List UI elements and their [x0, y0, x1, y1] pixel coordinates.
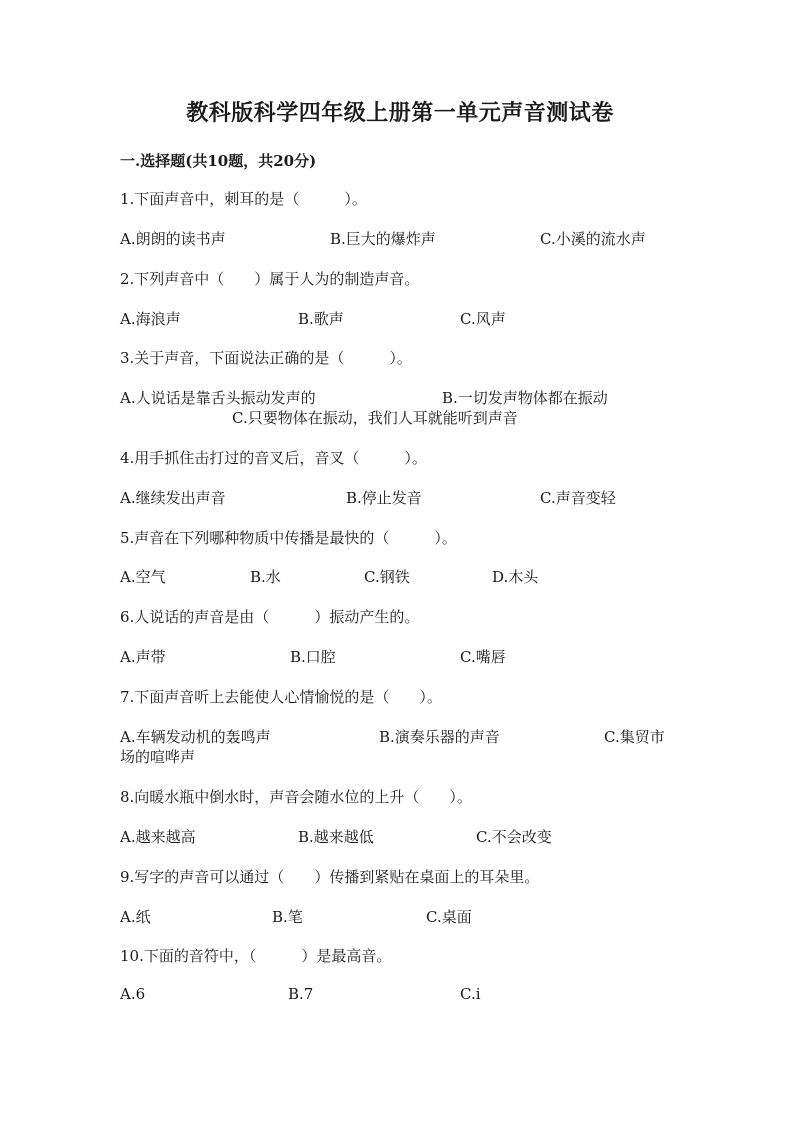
option-c: C.桌面 [426, 908, 472, 926]
question-stem: 3.关于声音，下面说法正确的是（ ）。 [120, 349, 412, 367]
option-c: C.声音变轻 [540, 489, 616, 507]
option-b: B.越来越低 [298, 828, 374, 846]
question-stem: 1.下面声音中，刺耳的是（ ）。 [120, 190, 367, 208]
question-stem: 2.下列声音中（ ）属于人为的制造声音。 [120, 270, 420, 288]
option-c: C.小溪的流水声 [540, 230, 646, 248]
option-b: B.口腔 [290, 648, 336, 666]
option-a: A.继续发出声音 [120, 489, 226, 507]
option-a: A.朗朗的读书声 [120, 230, 226, 248]
option-b: B.笔 [272, 908, 303, 926]
option-a: A.人说话是靠舌头振动发声的 [120, 389, 316, 407]
option-c: C.不会改变 [476, 828, 552, 846]
option-a: A.海浪声 [120, 310, 181, 328]
option-d: D.木头 [492, 568, 539, 586]
question-stem: 5.声音在下列哪种物质中传播是最快的（ ）。 [120, 529, 457, 547]
option-c: C.只要物体在振动，我们人耳就能听到声音 [232, 409, 518, 427]
option-a: A.空气 [120, 568, 166, 586]
option-b: B.7 [288, 985, 314, 1003]
question-stem: 6.人说话的声音是由（ ）振动产生的。 [120, 608, 420, 626]
option-a: A.6 [120, 985, 146, 1003]
option-a: A.越来越高 [120, 828, 196, 846]
question-stem: 9.写字的声音可以通过（ ）传播到紧贴在桌面上的耳朵里。 [120, 868, 540, 886]
question-stem: 4.用手抓住击打过的音叉后，音叉（ ）。 [120, 449, 427, 467]
option-b: B.一切发声物体都在振动 [442, 389, 608, 407]
option-a: A.车辆发动机的轰鸣声 [120, 728, 271, 746]
option-b: B.巨大的爆炸声 [330, 230, 436, 248]
option-b: B.停止发音 [346, 489, 422, 507]
question-stem: 7.下面声音听上去能使人心情愉悦的是（ ）。 [120, 688, 442, 706]
page-title: 教科版科学四年级上册第一单元声音测试卷 [186, 100, 614, 126]
option-a: A.纸 [120, 908, 151, 926]
option-c: C.集贸市 [604, 728, 665, 746]
option-c-continued: 场的喧哗声 [120, 748, 196, 766]
option-c: C.嘴唇 [460, 648, 506, 666]
question-stem: 8.向暖水瓶中倒水时，声音会随水位的上升（ ）。 [120, 788, 472, 806]
option-a: A.声带 [120, 648, 166, 666]
option-c: C.风声 [460, 310, 506, 328]
option-b: B.水 [250, 568, 281, 586]
option-b: B.歌声 [298, 310, 344, 328]
question-stem: 10.下面的音符中，（ ）是最高音。 [120, 947, 392, 965]
option-b: B.演奏乐器的声音 [379, 728, 500, 746]
section-heading: 一.选择题(共10题，共20分) [120, 152, 317, 170]
option-c: C.i [460, 985, 481, 1003]
option-c: C.钢铁 [364, 568, 410, 586]
